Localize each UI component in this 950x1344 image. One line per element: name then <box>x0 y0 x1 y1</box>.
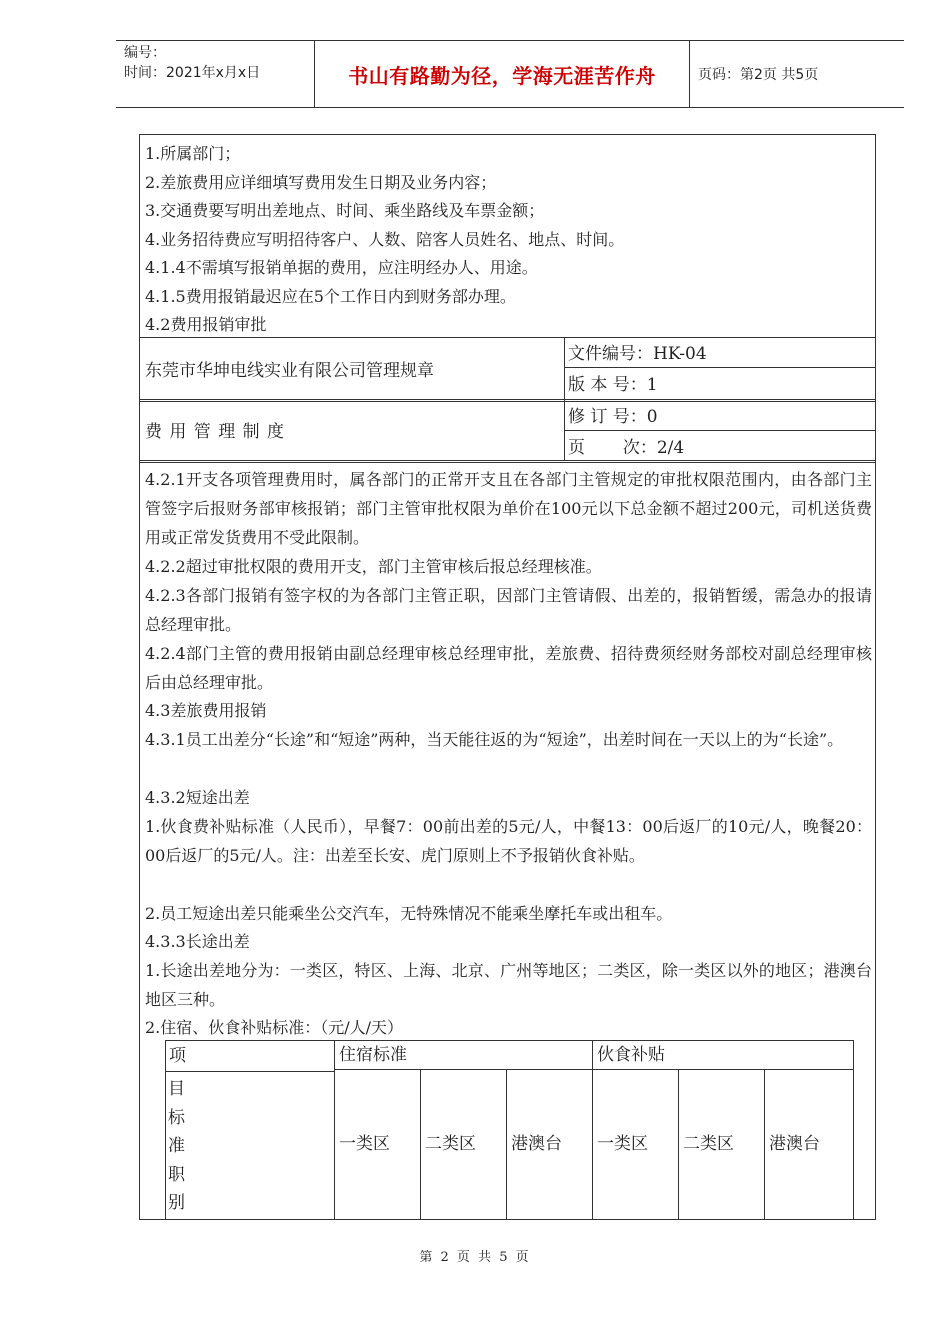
paragraph: 1.伙食费补贴标准（人民币），早餐7：00前出差的5元/人，中餐13：00后返厂的10元/人，晚餐20：00后返厂的5元/人。注：出差至长安、虎门原则上不予报销伙食补贴。 <box>145 817 872 865</box>
vertical-char: 标 <box>168 1107 185 1128</box>
paragraph: 4.2.4部门主管的费用报销由副总经理审核总经理审批，差旅费、招待费须经财务部校对副总经理审核后由总经理审批。 <box>145 644 872 692</box>
table-header-item: 项 <box>169 1046 186 1066</box>
vertical-char: 职 <box>168 1164 185 1185</box>
paragraph: 2.住宿、伙食补贴标准：（元/人/天） <box>145 1018 404 1037</box>
section-heading: 4.3差旅费用报销 <box>145 701 267 720</box>
text-line: 3.交通费要写明出差地点、时间、乘坐路线及车票金额； <box>145 201 545 220</box>
table-header-meals: 伙食补贴 <box>597 1045 665 1065</box>
table-rule <box>334 1041 335 1219</box>
page-footer: 第 2 页 共 5 页 <box>419 1250 531 1265</box>
table-rule <box>140 460 875 463</box>
table-rule <box>506 1069 507 1219</box>
table-cell-region: 一类区 <box>597 1134 648 1154</box>
table-rule <box>420 1069 421 1219</box>
header-divider <box>689 41 690 107</box>
paragraph: 4.2.3各部门报销有签字权的为各部门主管正职，因部门主管请假、出差的，报销暂缓，需急办的报请总经理审批。 <box>145 586 872 634</box>
paragraph: 4.2.2超过审批权限的费用开支，部门主管审核后报总经理核准。 <box>145 557 602 576</box>
section-heading: 4.3.2短途出差 <box>145 788 250 807</box>
vertical-char: 准 <box>168 1136 185 1156</box>
table-header-item-vertical <box>168 1075 188 1218</box>
table-rule <box>592 1041 593 1219</box>
header-motto: 书山有路勤为径，学海无涯苦作舟 <box>348 63 656 88</box>
text-line: 4.1.5费用报销最迟应在5个工作日内到财务部办理。 <box>145 287 516 306</box>
table-rule <box>140 337 875 338</box>
table-cell-region: 二类区 <box>425 1134 476 1154</box>
version-number: 版 本 号：1 <box>568 375 658 395</box>
table-rule <box>678 1069 679 1219</box>
text-line: 4.1.4不需填写报销单据的费用，应注明经办人、用途。 <box>145 258 538 277</box>
company-name: 东莞市华坤电线实业有限公司管理规章 <box>145 361 434 381</box>
paragraph: 1.长途出差地分为：一类区，特区、上海、北京、广州等地区；二类区，除一类区以外的地区；港澳台地区三种。 <box>145 961 872 1009</box>
table-cell-region: 二类区 <box>683 1134 734 1154</box>
page-header <box>116 40 904 108</box>
text-line: 1.所属部门； <box>145 144 241 163</box>
table-cell-region: 港澳台 <box>511 1134 562 1154</box>
table-rule <box>764 1069 765 1219</box>
text-line: 2.差旅费用应详细填写费用发生日期及业务内容； <box>145 173 497 192</box>
table-cell-region: 一类区 <box>339 1134 390 1154</box>
vertical-char: 别 <box>168 1193 185 1213</box>
table-rule <box>334 1069 853 1070</box>
revision-number: 修 订 号：0 <box>568 407 658 427</box>
header-page-label: 页码：第2页 共5页 <box>698 67 819 83</box>
table-header-lodging: 住宿标准 <box>339 1045 407 1065</box>
table-cell-region: 港澳台 <box>769 1134 820 1154</box>
vertical-char: 目 <box>168 1079 185 1099</box>
code-label: 编号： <box>124 45 166 61</box>
file-number: 文件编号：HK-04 <box>568 344 707 364</box>
page-number: 页 次：2/4 <box>568 438 685 458</box>
text-line: 4.业务招待费应写明招待客户、人数、陪客人员姓名、地点、时间。 <box>145 230 625 249</box>
paragraph: 2.员工短途出差只能乘坐公交汽车，无特殊情况不能乘坐摩托车或出租车。 <box>145 904 673 923</box>
subsidy-table <box>165 1040 854 1220</box>
time-label: 时间：2021年x月x日 <box>124 65 261 81</box>
header-meta <box>124 43 314 83</box>
section-heading: 4.2费用报销审批 <box>145 315 267 334</box>
paragraph: 4.2.1开支各项管理费用时，属各部门的正常开支且在各部门主管规定的审批权限范围内，由各部门主管签字后报财务部审核报销；部门主管审批权限为单价在100元以下总金额不超过200元，司机送货费用或正常发货费用不受此限制。 <box>145 470 872 547</box>
regulation-title: 费 用 管 理 制 度 <box>145 422 286 442</box>
paragraph: 4.3.1员工出差分“长途”和“短途”两种，当天能往返的为“短途”，出差时间在一天以上的为“长途”。 <box>145 730 844 749</box>
table-rule <box>166 1071 334 1072</box>
table-rule <box>140 399 875 402</box>
section-heading: 4.3.3长途出差 <box>145 932 250 951</box>
